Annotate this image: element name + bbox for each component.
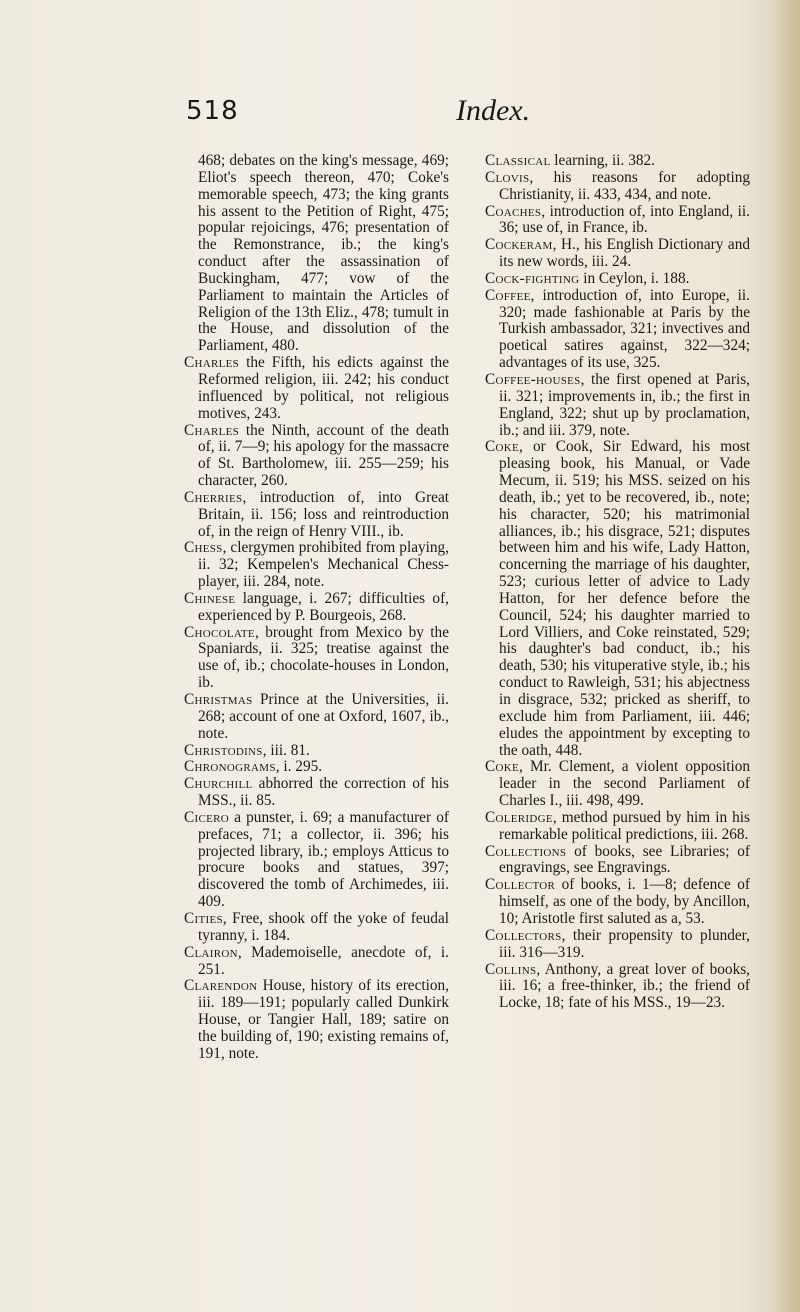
- entry-headword: Charles: [184, 421, 240, 439]
- entry-headword: Coffee: [485, 286, 531, 304]
- entry-headword: Cock-fighting: [485, 269, 580, 287]
- entry-text: Prince at the Universities, ii. 268; account of one at Oxford, 1607, ib., note.: [198, 691, 449, 742]
- index-entry-coke-edward: [485, 439, 750, 759]
- page-number: 518: [186, 96, 239, 126]
- page-header: [0, 96, 800, 140]
- index-entry-christodins: [184, 743, 449, 760]
- entry-text: learning, ii. 382.: [550, 152, 655, 169]
- index-entry-collections: [485, 844, 750, 878]
- entry-headword: Collector: [485, 876, 556, 894]
- entry-headword: Coffee-houses: [485, 370, 581, 388]
- index-entry-classical: [485, 153, 750, 170]
- entry-headword: Coke: [485, 758, 520, 776]
- entry-headword: Collectors: [485, 926, 562, 944]
- entry-headword: Clairon: [184, 943, 238, 961]
- entry-headword: Coleridge: [485, 808, 553, 826]
- entry-text: House, history of its erection, iii. 189—191; popularly called Dunkirk House, or Tangier Hall, 189; satire on the building of, 190; existing remains of, 191, note.: [198, 977, 449, 1062]
- entry-text: , Free, shook off the yoke of feudal tyranny, i. 184.: [198, 909, 449, 944]
- entry-text: the Ninth, account of the death of, ii. 7—9; his apology for the massacre of St. Bartholomew, iii. 255—259; his character, 260.: [198, 421, 449, 490]
- entry-text: , their propensity to plunder, iii. 316—319.: [499, 926, 750, 961]
- entry-headword: Chronograms: [184, 758, 276, 776]
- index-entry-coleridge: [485, 810, 750, 844]
- entry-text: , introduction of, into Great Britain, ii. 156; loss and reintroduction of, in the reign of Henry VIII., ib.: [198, 488, 449, 540]
- entry-headword: Clarendon: [184, 977, 258, 995]
- index-entry-chinese: [184, 591, 449, 625]
- entry-text: the Fifth, his edicts against the Reformed religion, iii. 242; his conduct influenced by political, not religious motives, 243.: [198, 354, 449, 422]
- index-entry-cherries: [184, 490, 449, 541]
- entry-headword: Collins: [485, 960, 537, 978]
- entry-headword: Chocolate: [184, 623, 255, 641]
- entry-text: , his reasons for adopting Christianity, ii. 433, 434, and note.: [499, 168, 750, 203]
- entry-text: , clergymen prohibited from playing, ii. 32; Kempelen's Mechanical Chess-player, iii. 284, note.: [198, 539, 449, 591]
- entry-text: of books, i. 1—8; defence of himself, as one of the body, by Ancillon, 10; Aristotle first saluted as a, 53.: [499, 876, 750, 927]
- entry-text: abhorred the correction of his MSS., ii. 85.: [198, 775, 449, 810]
- entry-text: , Mademoiselle, anecdote of, i. 251.: [198, 943, 449, 978]
- index-entry-christmas: [184, 692, 449, 743]
- index-entry-cont: [184, 153, 449, 355]
- entry-headword: Cherries: [184, 488, 243, 506]
- index-entry-clovis: [485, 170, 750, 204]
- index-entry-coffee-houses: [485, 372, 750, 439]
- entry-text: , introduction of, into Europe, ii. 320; made fashionable at Paris by the Turkish ambassador, 321; invectives and poetical satires against, 322—324; advantages of its use, 325.: [499, 286, 750, 372]
- entry-text: , Anthony, a great lover of books, iii. 16; a free-thinker, ib.; the friend of Locke, 18; fate of his MSS., 19—23.: [499, 960, 750, 1012]
- running-head: Index.: [456, 94, 531, 127]
- index-entry-cockeram: [485, 237, 750, 271]
- entry-headword: Chess: [184, 539, 223, 557]
- entry-headword: Christmas: [184, 691, 253, 708]
- index-column-right: [485, 153, 750, 1012]
- entry-text: 468; debates on the king's message, 469; Eliot's speech thereon, 470; Coke's memorable speech, 473; the king grants his assent to the Petition of Right, 475; popular rejoicings, 476; presentation of the Remonstrance, ib.; the king's conduct after the assassination of Buckingham, 477; vow of the Parliament to maintain the Articles of Religion of the 13th Eliz., 478; tumult in the House, and dissolution of the Parliament, 480.: [198, 152, 449, 355]
- entry-headword: Coaches: [485, 202, 542, 220]
- index-entry-churchill: [184, 776, 449, 810]
- index-entry-cock-fighting: [485, 271, 750, 288]
- entry-text: , or Cook, Sir Edward, his most pleasing book, his Manual, or Vade Mecum, ii. 519; his MSS. seized on his death, ib.; yet to be recovered, ib., note; his character, 520; his matrimonial alliances, ib.; his disgrace, 521; disputes between him and his wife, Lady Hatton, concerning the marriage of his daughter, 523; curious letter of advice to Lady Hatton, for her defence before the Council, 524; his daughter married to Lord Villiers, and Coke reinstated, 529; his daughter's bad conduct, ib.; his death, 530; his vituperative style, ib.; his conduct to Rawleigh, 531; his abjectness in disgrace, 532; pricked as sheriff, to exclude him from Parliament, iii. 446; eludes the appointment by excepting to the oath, 448.: [499, 438, 750, 759]
- entry-text: , introduction of, into England, ii. 36; use of, in France, ib.: [499, 202, 750, 237]
- entry-text: in Ceylon, i. 188.: [579, 269, 690, 287]
- index-entry-chronograms: [184, 759, 449, 776]
- entry-headword: Charles: [184, 354, 240, 372]
- entry-headword: Collections: [485, 842, 567, 860]
- index-entry-cities: [184, 911, 449, 945]
- index-entry-collins: [485, 962, 750, 1013]
- entry-text: of books, see Libraries; of engravings, see Engravings.: [499, 842, 750, 877]
- index-entry-chess: [184, 540, 449, 591]
- entry-text: language, i. 267; difficulties of, experienced by P. Bourgeois, 268.: [198, 589, 449, 624]
- index-column-left: [184, 153, 449, 1063]
- entry-text: , Mr. Clement, a violent opposition leader in the second Parliament of Charles I., iii. 498, 499.: [499, 758, 750, 810]
- index-entry-coke-clement: [485, 759, 750, 810]
- page-edge-shadow: [772, 0, 800, 1312]
- entry-text: , H., his English Dictionary and its new words, iii. 24.: [499, 236, 750, 271]
- index-entry-chocolate: [184, 625, 449, 692]
- index-entry-charles-ninth: [184, 423, 449, 490]
- index-entry-clarendon: [184, 978, 449, 1062]
- entry-headword: Chinese: [184, 589, 236, 607]
- entry-headword: Classical: [485, 152, 551, 169]
- entry-headword: Cockeram: [485, 236, 553, 254]
- entry-headword: Coke: [485, 438, 520, 456]
- entry-text: a punster, i. 69; a manufacturer of prefaces, 71; a collector, ii. 396; his projected library, ib.; employs Atticus to procure books and statues, 397; discovered the tomb of Archimedes, iii. 409.: [198, 808, 449, 911]
- entry-headword: Christodins: [184, 741, 263, 759]
- entry-headword: Churchill: [184, 775, 253, 793]
- entry-text: , i. 295.: [275, 758, 323, 776]
- index-entry-clairon: [184, 945, 449, 979]
- index-entry-charles-fifth: [184, 355, 449, 422]
- index-entry-collectors: [485, 928, 750, 962]
- entry-text: , brought from Mexico by the Spaniards, ii. 325; treatise against the use of, ib.; chocolate-houses in London, ib.: [198, 623, 449, 692]
- index-entry-cicero: [184, 810, 449, 911]
- entry-headword: Clovis: [485, 168, 530, 186]
- index-entry-collector: [485, 877, 750, 928]
- index-entry-coaches: [485, 204, 750, 238]
- entry-headword: Cities: [184, 909, 223, 927]
- entry-text: , the first opened at Paris, ii. 321; improvements in, ib.; the first in England, 322; shut up by proclamation, ib.; and iii. 379, note.: [499, 370, 750, 439]
- entry-headword: Cicero: [184, 808, 230, 826]
- index-entry-coffee: [485, 288, 750, 372]
- entry-text: , iii. 81.: [262, 741, 310, 759]
- entry-text: , method pursued by him in his remarkable political predictions, iii. 268.: [499, 808, 750, 843]
